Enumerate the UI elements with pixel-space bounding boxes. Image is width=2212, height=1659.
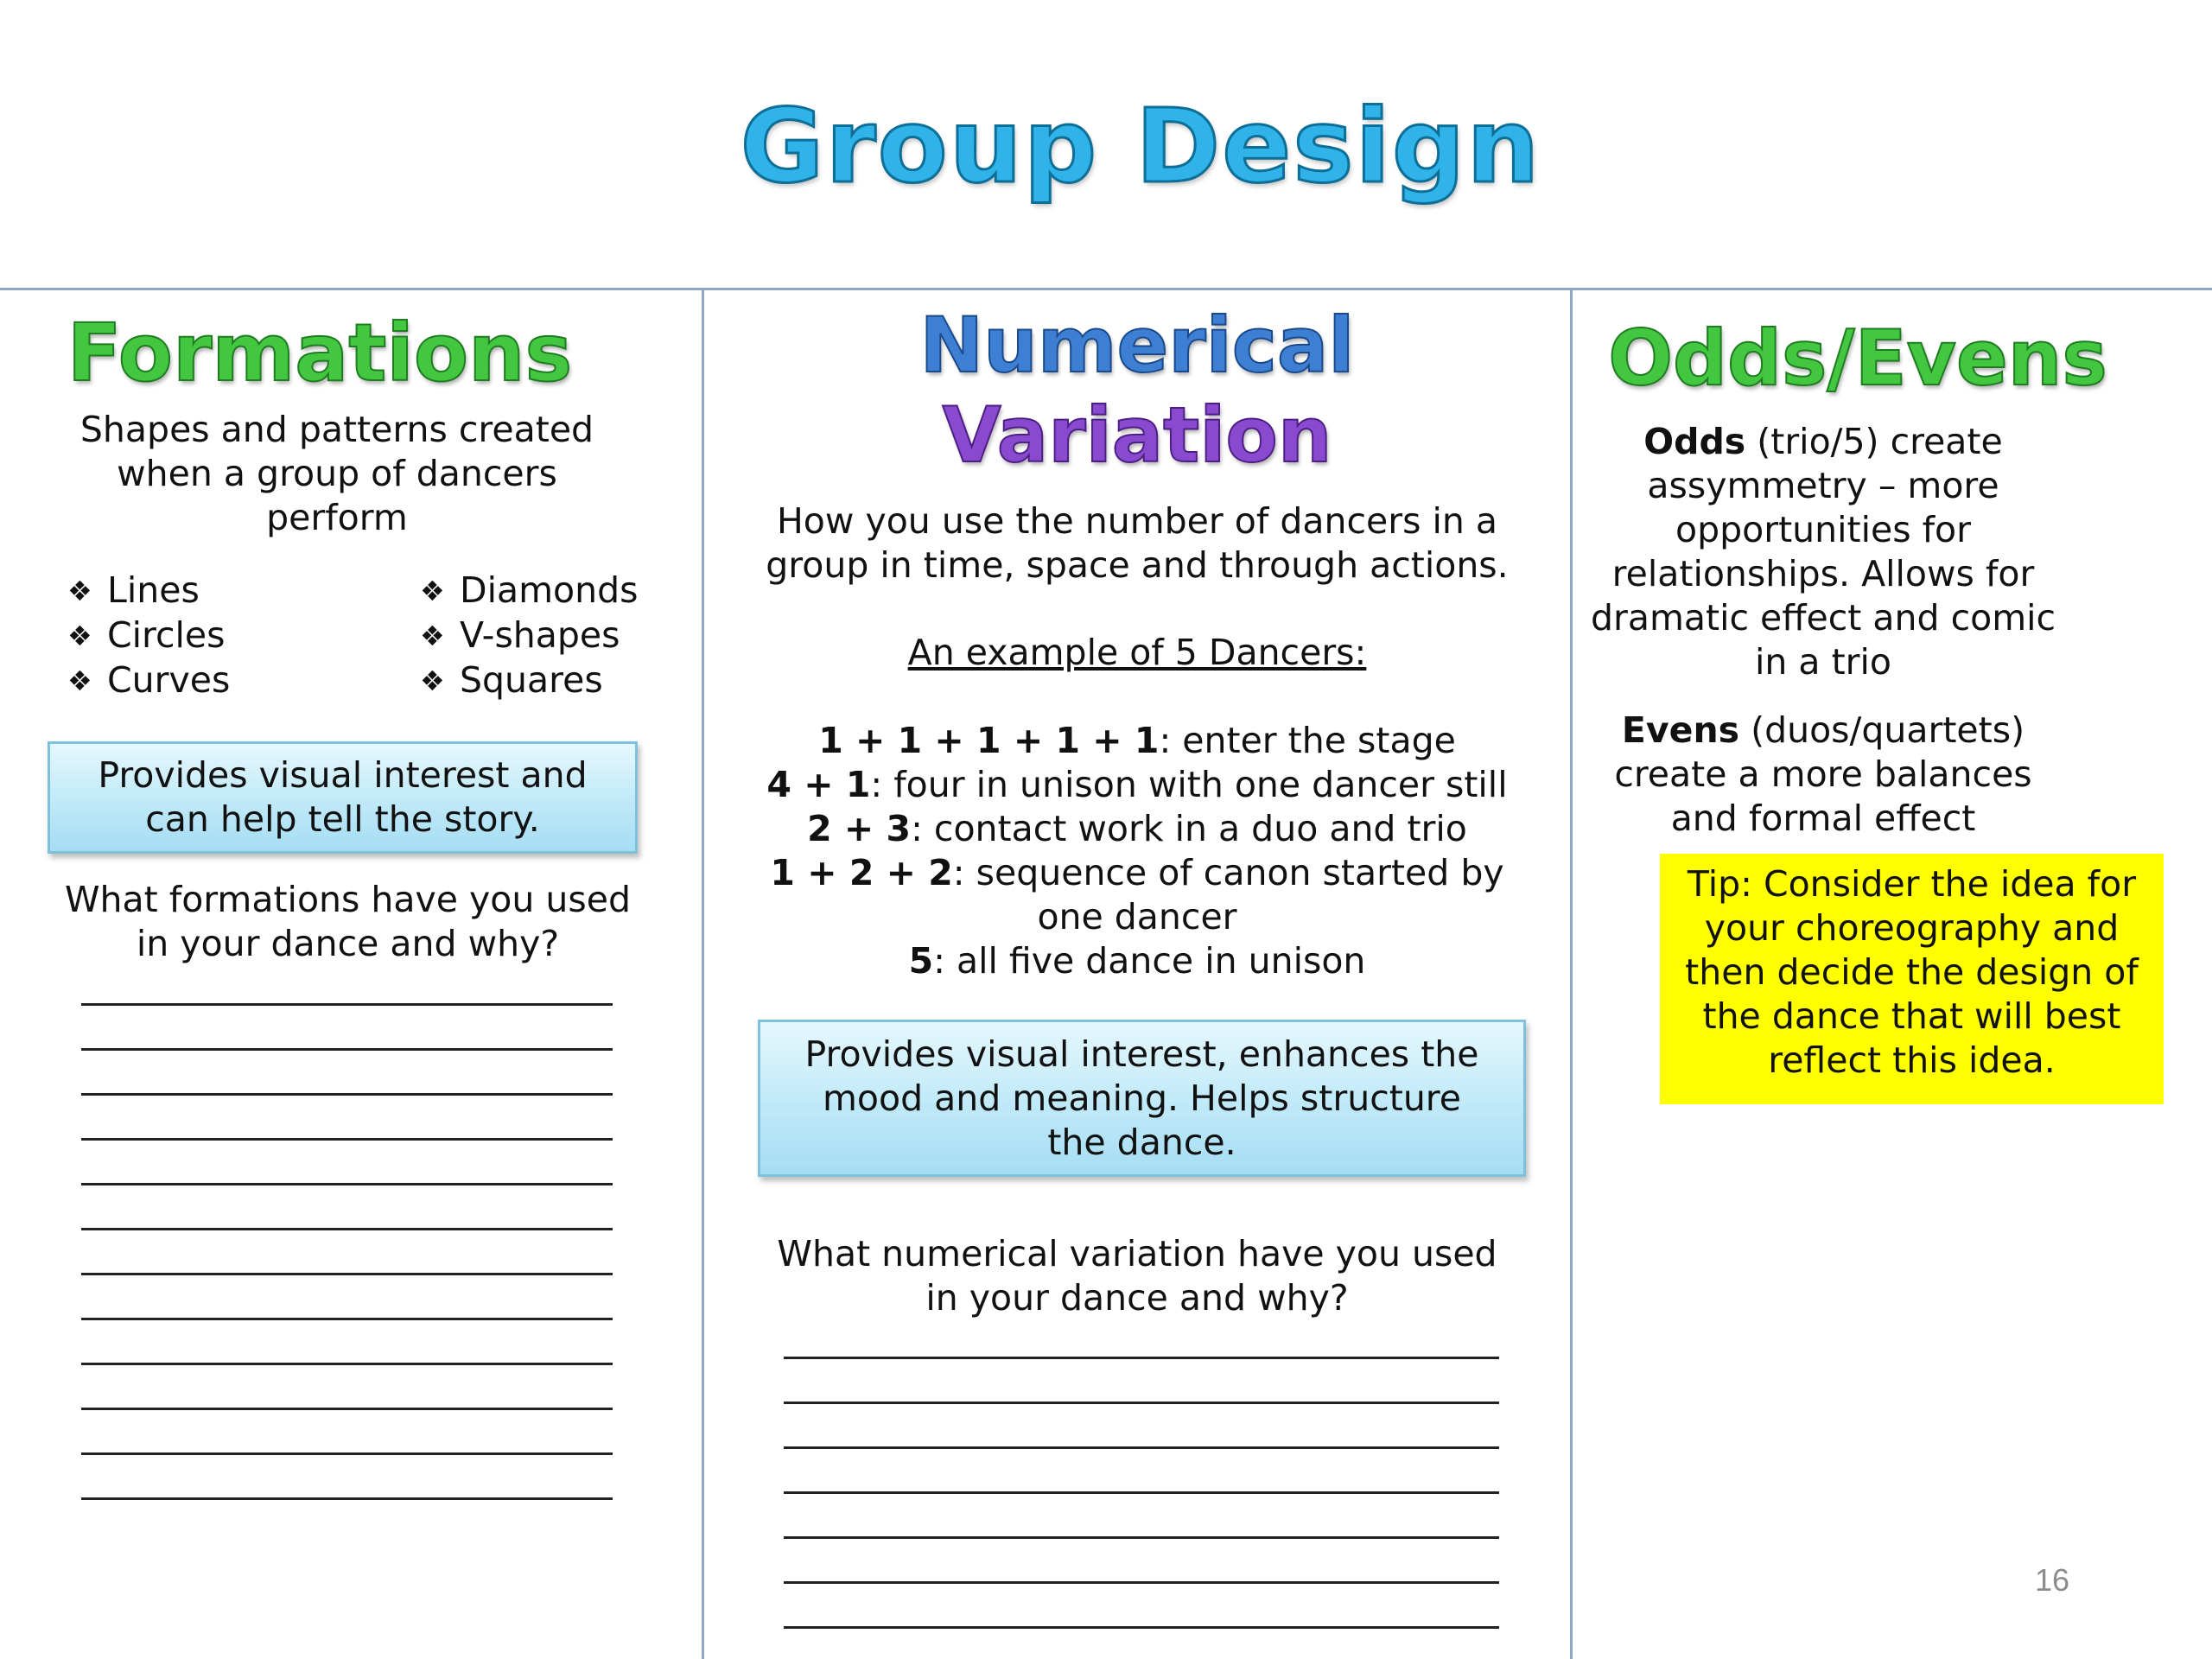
- answer-line[interactable]: [81, 1452, 613, 1455]
- list-item: 5: all five dance in unison: [908, 940, 1366, 982]
- answer-line[interactable]: [81, 1183, 613, 1185]
- diamond-bullet-icon: ❖: [67, 620, 92, 652]
- evens-text: (duos/quartets) create a more balances and formal effect: [1614, 709, 2032, 839]
- list-item: ❖ Diamonds: [420, 569, 638, 613]
- diamond-bullet-icon: ❖: [420, 575, 445, 607]
- list-item: ❖ Squares: [420, 658, 638, 703]
- list-item: ❖ Lines: [67, 569, 230, 613]
- list-item: 1 + 2 + 2: sequence of canon started by one dancer: [770, 852, 1504, 938]
- formations-question: What formations have you used in your dance and why?: [65, 879, 631, 964]
- list-item: ❖ Circles: [67, 613, 230, 658]
- answer-line[interactable]: [81, 1273, 613, 1275]
- tip-callout: [1660, 854, 2164, 1104]
- answer-line[interactable]: [81, 1363, 613, 1365]
- odds-label: Odds: [1643, 421, 1746, 462]
- evens-label: Evens: [1621, 709, 1740, 751]
- answer-line[interactable]: [784, 1626, 1499, 1629]
- formations-list-left: [67, 569, 230, 703]
- example-title: An example of 5 Dancers:: [907, 632, 1367, 673]
- formations-column: [0, 290, 702, 1659]
- answer-line[interactable]: [784, 1402, 1499, 1404]
- numerical-variation-column: [704, 290, 1570, 1659]
- numerical-description: How you use the number of dancers in a group in time, space and through actions.: [766, 500, 1509, 586]
- examples-list: [704, 719, 1570, 983]
- formations-heading: Formations: [67, 307, 573, 399]
- answer-line[interactable]: [784, 1491, 1499, 1494]
- list-item: 2 + 3: contact work in a duo and trio: [807, 808, 1467, 849]
- page-number: 16: [2035, 1562, 2070, 1598]
- list-item: 1 + 1 + 1 + 1 + 1: enter the stage: [818, 720, 1456, 761]
- odds-description: [1581, 420, 2065, 684]
- answer-line[interactable]: [81, 1048, 613, 1051]
- list-item: ❖ Curves: [67, 658, 230, 703]
- numerical-callout-text: Provides visual interest, enhances the mood and meaning. Helps structure the dance.: [804, 1033, 1479, 1163]
- answer-line[interactable]: [81, 1228, 613, 1230]
- evens-description: [1607, 709, 2039, 841]
- page-title: Group Design: [740, 86, 1541, 206]
- formations-list-right: [420, 569, 638, 703]
- answer-line[interactable]: [81, 1003, 613, 1006]
- numerical-heading: Numerical: [919, 301, 1355, 390]
- diamond-bullet-icon: ❖: [420, 620, 445, 652]
- diamond-bullet-icon: ❖: [67, 575, 92, 607]
- numerical-callout: [758, 1020, 1526, 1177]
- formations-description: Shapes and patterns created when a group of dancers perform: [79, 409, 594, 538]
- answer-line[interactable]: [81, 1318, 613, 1320]
- formations-callout-text: Provides visual interest and can help tell the story.: [98, 754, 588, 840]
- formations-callout: [48, 741, 638, 854]
- odds-evens-heading: Odds/Evens: [1608, 314, 2107, 403]
- answer-line[interactable]: [784, 1357, 1499, 1359]
- odds-text: (trio/5) create assymmetry – more opportunities for relationships. Allows for dramatic effect and comic in a trio: [1590, 421, 2056, 683]
- answer-line[interactable]: [784, 1581, 1499, 1584]
- answer-line[interactable]: [81, 1497, 613, 1500]
- answer-line[interactable]: [784, 1446, 1499, 1449]
- variation-heading: Variation: [942, 391, 1332, 480]
- tip-text: Tip: Consider the idea for your choreography and then decide the design of the dance that will best reflect this idea.: [1685, 863, 2139, 1081]
- answer-line[interactable]: [81, 1093, 613, 1096]
- answer-line[interactable]: [81, 1408, 613, 1410]
- answer-line[interactable]: [784, 1536, 1499, 1539]
- diamond-bullet-icon: ❖: [420, 664, 445, 697]
- numerical-question: What numerical variation have you used in your dance and why?: [777, 1233, 1497, 1319]
- list-item: ❖ V-shapes: [420, 613, 638, 658]
- diamond-bullet-icon: ❖: [67, 664, 92, 697]
- answer-line[interactable]: [81, 1138, 613, 1141]
- list-item: 4 + 1: four in unison with one dancer still: [766, 764, 1508, 805]
- odds-evens-column: [1573, 290, 2212, 1659]
